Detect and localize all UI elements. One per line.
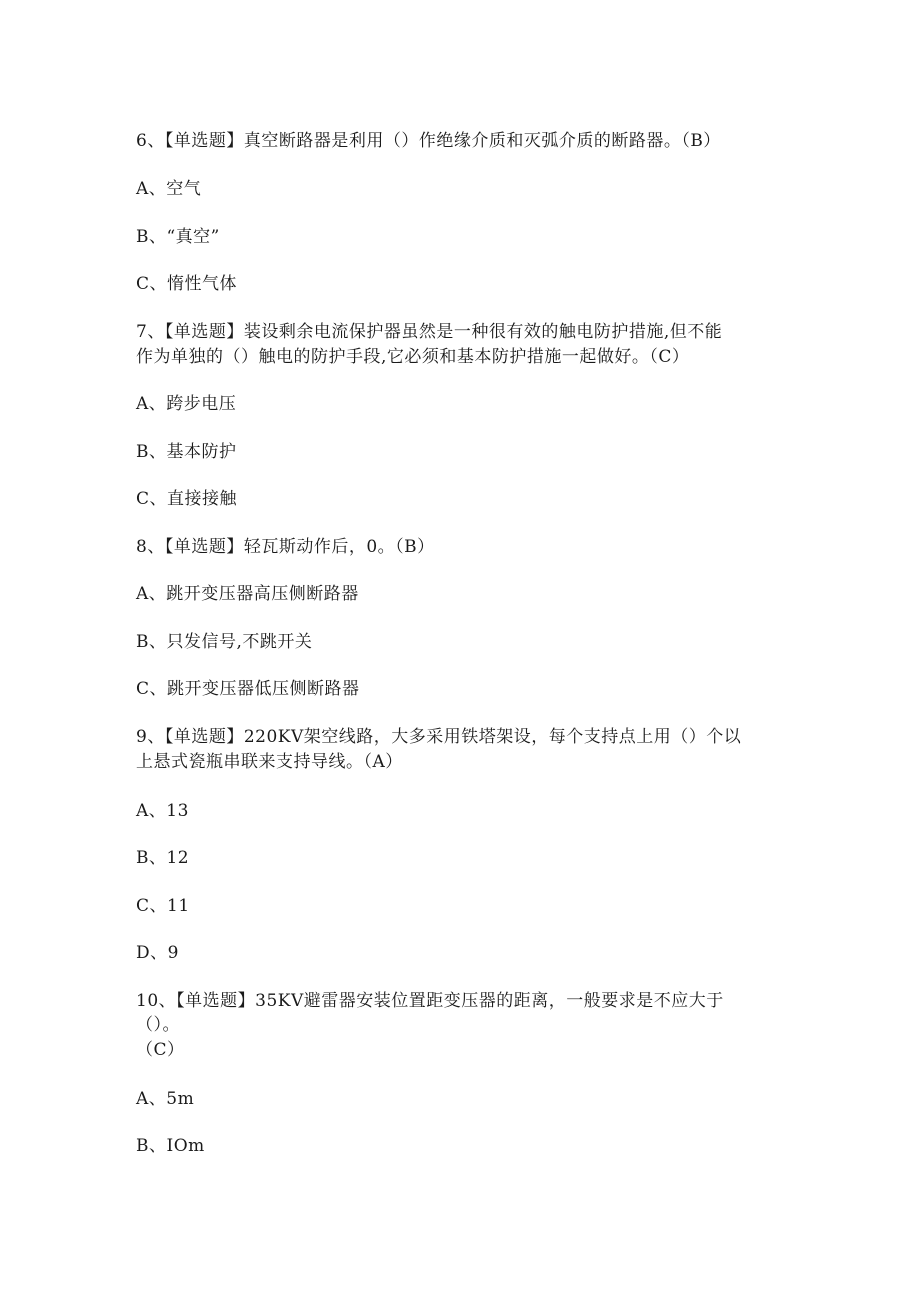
question-6-option-b: B、“真空” — [136, 227, 220, 247]
question-8-option-a: A、跳开变压器高压侧断路器 — [136, 584, 359, 604]
question-8-option-b: B、只发信号,不跳开关 — [136, 632, 313, 652]
question-9-option-d: D、9 — [136, 943, 179, 963]
question-7-option-b: B、基本防护 — [136, 442, 237, 462]
question-10-option-b: B、IOm — [136, 1136, 205, 1156]
question-7-option-c: C、直接接触 — [136, 489, 238, 509]
question-10-stem-line-1: 10、【单选题】35KV避雷器安装位置距变压器的距离，一般要求是不应大于 — [136, 991, 724, 1011]
question-6-option-c: C、惰性气体 — [136, 274, 238, 294]
question-10-option-a: A、5m — [136, 1089, 195, 1109]
question-6-option-a: A、空气 — [136, 179, 202, 199]
question-8-option-c: C、跳开变压器低压侧断路器 — [136, 679, 360, 699]
question-10-answer: （C） — [136, 1040, 185, 1060]
question-9-stem-line-2: 上悬式瓷瓶串联来支持导线。（A） — [136, 752, 403, 772]
question-7-option-a: A、跨步电压 — [136, 394, 237, 414]
question-7-stem-line-2: 作为单独的（）触电的防护手段,它必须和基本防护措施一起做好。（C） — [136, 347, 690, 367]
question-6-stem: 6、【单选题】真空断路器是利用（）作绝缘介质和灭弧介质的断路器。（B） — [136, 131, 721, 151]
question-10-stem-line-2: （）。 — [136, 1015, 180, 1035]
question-9-option-b: B、12 — [136, 848, 190, 868]
question-7-stem-line-1: 7、【单选题】装设剩余电流保护器虽然是一种很有效的触电防护措施,但不能 — [136, 322, 723, 342]
question-9-option-a: A、13 — [136, 801, 189, 821]
question-9-stem-line-1: 9、【单选题】220KV架空线路，大多采用铁塔架设，每个支持点上用（）个以 — [136, 727, 742, 747]
question-9-option-c: C、11 — [136, 896, 190, 916]
question-8-stem: 8、【单选题】轻瓦斯动作后，0。（B） — [136, 537, 435, 557]
